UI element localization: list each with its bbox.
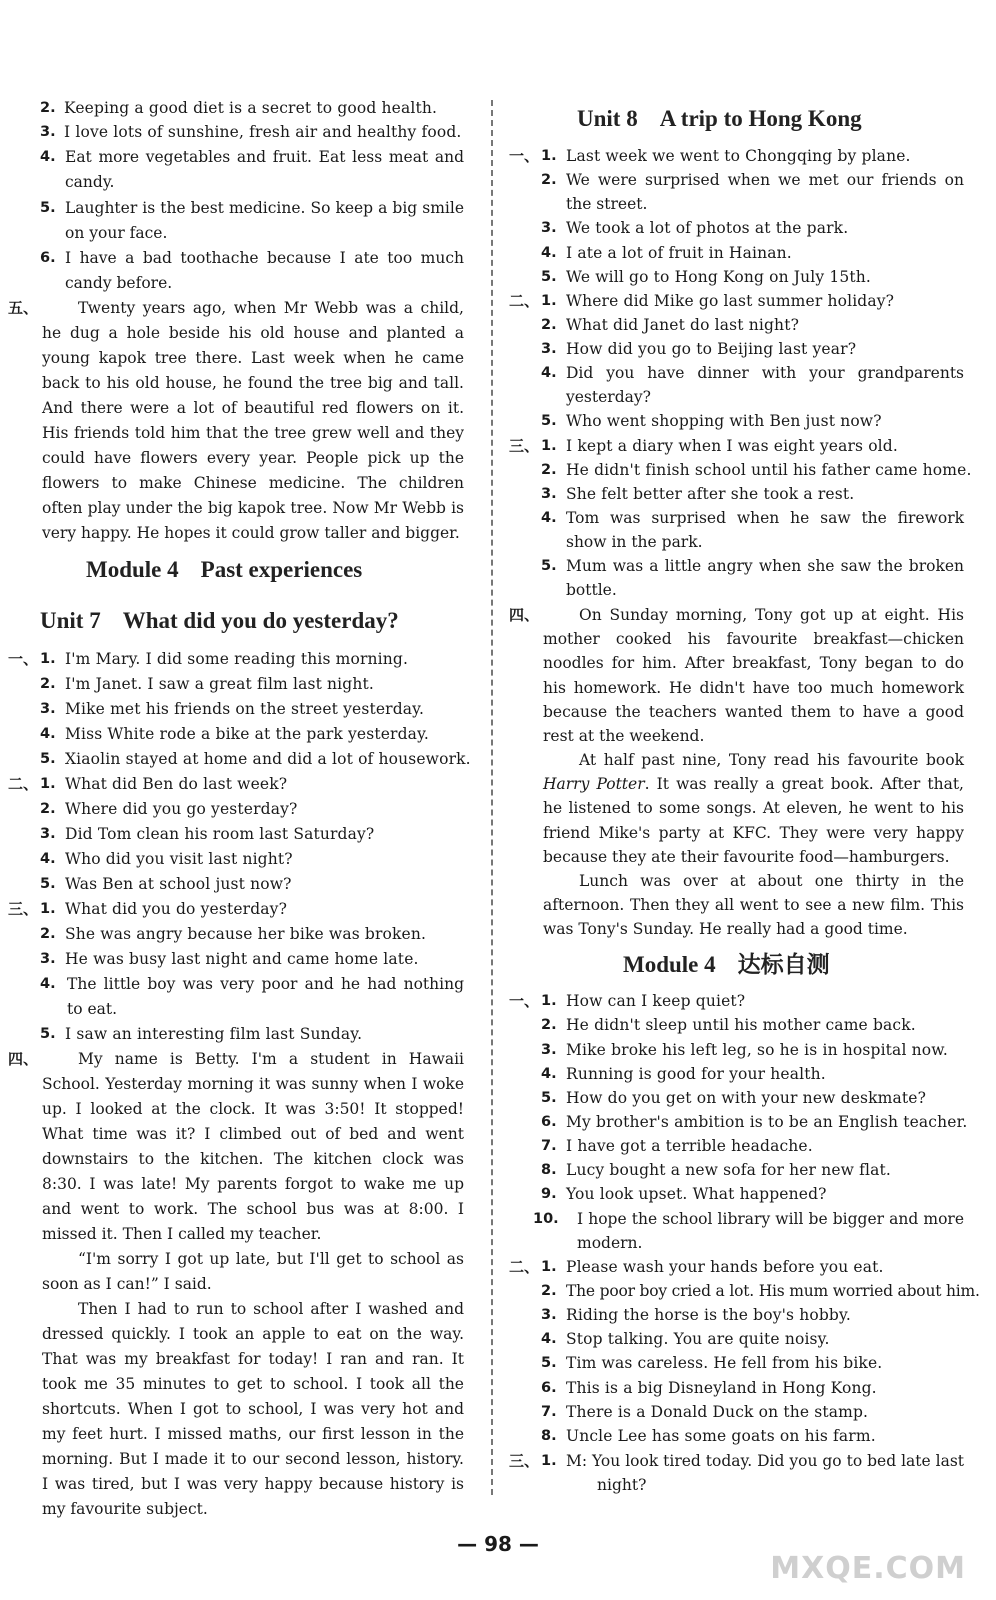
- item-number: 3.: [541, 220, 557, 236]
- answer-line: I'm Janet. I saw a great film last night.: [65, 675, 374, 693]
- answer-line: We will go to Hong Kong on July 15th.: [566, 268, 871, 286]
- answer-line: I have a bad toothache because I ate too much candy before.: [65, 249, 464, 292]
- item-number: 7.: [541, 1404, 557, 1420]
- item-number: 1.: [541, 293, 557, 309]
- answer-line: The little boy was very poor and he had nothing to eat.: [67, 975, 464, 1018]
- answer-line: Last week we went to Chongqing by plane.: [566, 147, 911, 165]
- item-number: 4.: [40, 726, 56, 742]
- item-number: 3.: [40, 701, 56, 717]
- answer-line: I kept a diary when I was eight years old.: [566, 437, 898, 455]
- answer-line: The poor boy cried a lot. His mum worried about him.: [566, 1282, 980, 1300]
- answer-line: Keeping a good diet is a secret to good health.: [64, 99, 438, 117]
- answer-line: M: You look tired today. Did you go to bed late last night?: [566, 1452, 964, 1494]
- book-title: Harry Potter: [543, 775, 645, 794]
- item-number: 5.: [40, 1026, 56, 1042]
- answer-line: We were surprised when we met our friends on the street.: [566, 171, 964, 213]
- answer-line: You look upset. What happened?: [566, 1185, 827, 1203]
- item-number: 7.: [541, 1138, 557, 1154]
- item-number: 4.: [541, 1066, 557, 1082]
- item-number: 4.: [40, 851, 56, 867]
- item-number: 2.: [40, 926, 56, 942]
- answer-line: I hope the school library will be bigger and more modern.: [577, 1210, 964, 1252]
- item-number: 4.: [541, 365, 557, 381]
- section-label: 三、: [509, 1452, 540, 1470]
- item-number: 1.: [541, 1259, 557, 1275]
- section-label: 二、: [8, 775, 39, 793]
- answer-line: Riding the horse is the boy's hobby.: [566, 1306, 851, 1324]
- item-number: 1.: [541, 1453, 557, 1469]
- item-number: 2.: [40, 100, 56, 116]
- answer-line: Where did you go yesterday?: [65, 800, 298, 818]
- passage-paragraph: On Sunday morning, Tony got up at eight. His mother cooked his favourite breakfast—chicken noodles for him. After breakfast, Tony began to do his homework. He didn't have too much homework because the teachers wanted them to have a good rest at the weekend.: [543, 606, 964, 746]
- item-number: 5.: [541, 1355, 557, 1371]
- item-number: 8.: [541, 1162, 557, 1178]
- passage-paragraph: Lunch was over at about one thirty in the afternoon. Then they all went to see a new film. This was Tony's Sunday. He really had a good time.: [543, 872, 964, 939]
- section-label: 四、: [8, 1050, 39, 1068]
- item-number: 2.: [541, 1283, 557, 1299]
- item-number: 5.: [541, 558, 557, 574]
- item-number: 1.: [541, 993, 557, 1009]
- item-number: 1.: [40, 776, 56, 792]
- watermark-logo: MXQE.COM: [770, 1551, 966, 1586]
- answer-line: This is a big Disneyland in Hong Kong.: [566, 1379, 877, 1397]
- item-number: 4.: [541, 245, 557, 261]
- answer-line: Did Tom clean his room last Saturday?: [65, 825, 375, 843]
- item-number: 4.: [541, 510, 557, 526]
- item-number: 4.: [40, 149, 56, 165]
- unit-heading: Unit 7 What did you do yesterday?: [40, 608, 399, 633]
- item-number: 2.: [541, 172, 557, 188]
- item-number: 3.: [541, 341, 557, 357]
- answer-line: Please wash your hands before you eat.: [566, 1258, 884, 1276]
- answer-line: Where did Mike go last summer holiday?: [566, 292, 895, 310]
- item-number: 3.: [541, 1307, 557, 1323]
- answer-line: Xiaolin stayed at home and did a lot of housework.: [65, 750, 471, 768]
- section-label: 一、: [509, 147, 540, 165]
- answer-line: How do you get on with your new deskmate?: [566, 1089, 927, 1107]
- answer-line: Stop talking. You are quite noisy.: [566, 1330, 830, 1348]
- module-test-heading: Module 4 达标自测: [623, 952, 830, 978]
- item-number: 5.: [541, 413, 557, 429]
- section-label: 二、: [509, 1258, 540, 1276]
- item-number: 2.: [40, 676, 56, 692]
- answer-line: How did you go to Beijing last year?: [566, 340, 857, 358]
- answer-line: I have got a terrible headache.: [566, 1137, 813, 1155]
- answer-line: I saw an interesting film last Sunday.: [65, 1025, 363, 1043]
- answer-line: He didn't finish school until his father came home.: [566, 461, 972, 479]
- answer-line: There is a Donald Duck on the stamp.: [566, 1403, 869, 1421]
- module-heading: Module 4 Past experiences: [86, 557, 363, 582]
- section-label: 三、: [509, 437, 540, 455]
- item-number: 6.: [40, 250, 56, 266]
- item-number: 5.: [40, 751, 56, 767]
- answer-line: Miss White rode a bike at the park yesterday.: [65, 725, 429, 743]
- passage-text: Twenty years ago, when Mr Webb was a child, he dug a hole beside his old house and planted a young kapok tree there. Last week when he came back to his old house, he found the tree big and tall. And there were a lot of beautiful red flowers on it. His friends told him that the tree grew well and they could have flowers every year. People pick up the flowers to make Chinese medicine. The children often play under the big kapok tree. Now Mr Webb is very happy. He hopes it could grow taller and bigger.: [42, 299, 464, 542]
- item-number: 5.: [40, 876, 56, 892]
- item-number: 9.: [541, 1186, 557, 1202]
- item-number: 4.: [40, 976, 56, 992]
- page-number: — 98 —: [457, 1532, 539, 1556]
- answer-line: Laughter is the best medicine. So keep a big smile on your face.: [65, 199, 464, 242]
- item-number: 10.: [533, 1211, 559, 1227]
- item-number: 3.: [541, 486, 557, 502]
- passage-paragraph: At half past nine, Tony read his favourite book Harry Potter. It was really a great book. After that, he listened to some songs. At eleven, he went to his friend Mike's party at KFC. They were very happy because they ate their favourite food—hamburgers.: [543, 751, 964, 866]
- item-number: 4.: [541, 1331, 557, 1347]
- answer-line: Mum was a little angry when she saw the broken bottle.: [566, 557, 964, 599]
- answer-line: Who went shopping with Ben just now?: [566, 412, 882, 430]
- answer-line: What did Janet do last night?: [566, 316, 800, 334]
- item-number: 5.: [40, 200, 56, 216]
- passage-paragraph: Then I had to run to school after I washed and dressed quickly. I took an apple to eat on the way. That was my breakfast for today! I ran and ran. It took me 35 minutes to get to school. I took all the shortcuts. When I got to school, I was very hot and my feet hurt. I missed maths, our first lesson in the morning. But I made it to our second lesson, history. I was tired, but I was very happy because history is my favourite subject.: [42, 1300, 464, 1518]
- answer-line: He didn't sleep until his mother came back.: [566, 1016, 916, 1034]
- answer-line: I love lots of sunshine, fresh air and healthy food.: [64, 123, 462, 141]
- item-number: 3.: [40, 826, 56, 842]
- item-number: 8.: [541, 1428, 557, 1444]
- item-number: 3.: [541, 1042, 557, 1058]
- column-divider: [491, 100, 493, 1495]
- answer-line: Uncle Lee has some goats on his farm.: [566, 1427, 876, 1445]
- passage-paragraph: My name is Betty. I'm a student in Hawaii School. Yesterday morning it was sunny when I woke up. I looked at the clock. It was 3:50! It stopped! What time was it? I climbed out of bed and went downstairs to the kitchen. The kitchen clock was 8:30. I was late! My parents forgot to wake me up and went to work. The school bus was at 8:00. I missed it. Then I called my teacher.: [42, 1050, 464, 1243]
- answer-line: What did you do yesterday?: [65, 900, 288, 918]
- section-label: 三、: [8, 900, 39, 918]
- answer-line: Mike broke his left leg, so he is in hospital now.: [566, 1041, 948, 1059]
- item-number: 3.: [40, 124, 56, 140]
- section-label: 一、: [8, 650, 39, 668]
- answer-line: Running is good for your health.: [566, 1065, 826, 1083]
- answer-line: He was busy last night and came home late.: [65, 950, 419, 968]
- item-number: 2.: [541, 317, 557, 333]
- item-number: 2.: [541, 1017, 557, 1033]
- item-number: 2.: [40, 801, 56, 817]
- answer-line: Eat more vegetables and fruit. Eat less meat and candy.: [65, 148, 464, 191]
- answer-line: Lucy bought a new sofa for her new flat.: [566, 1161, 891, 1179]
- passage-paragraph: “I'm sorry I got up late, but I'll get to school as soon as I can!” I said.: [42, 1250, 464, 1293]
- answer-line: She felt better after she took a rest.: [566, 485, 855, 503]
- answer-line: Tom was surprised when he saw the firework show in the park.: [566, 509, 964, 551]
- item-number: 5.: [541, 269, 557, 285]
- item-number: 3.: [40, 951, 56, 967]
- item-number: 6.: [541, 1114, 557, 1130]
- answer-line: Who did you visit last night?: [65, 850, 293, 868]
- item-number: 1.: [541, 148, 557, 164]
- section-label: 五、: [8, 299, 39, 317]
- answer-line: What did Ben do last week?: [65, 775, 288, 793]
- answer-line: She was angry because her bike was broken.: [65, 925, 427, 943]
- item-number: 1.: [40, 651, 56, 667]
- answer-line: Mike met his friends on the street yesterday.: [65, 700, 425, 718]
- section-label: 二、: [509, 292, 540, 310]
- answer-line: Was Ben at school just now?: [65, 875, 292, 893]
- answer-line: I ate a lot of fruit in Hainan.: [566, 244, 792, 262]
- answer-line: My brother's ambition is to be an English teacher.: [566, 1113, 968, 1131]
- section-label: 一、: [509, 992, 540, 1010]
- section-label: 四、: [509, 606, 540, 624]
- item-number: 1.: [541, 438, 557, 454]
- unit-heading: Unit 8 A trip to Hong Kong: [577, 106, 862, 131]
- item-number: 6.: [541, 1380, 557, 1396]
- item-number: 5.: [541, 1090, 557, 1106]
- item-number: 2.: [541, 462, 557, 478]
- answer-line: We took a lot of photos at the park.: [566, 219, 849, 237]
- item-number: 1.: [40, 901, 56, 917]
- answer-line: Did you have dinner with your grandparents yesterday?: [566, 364, 964, 406]
- answer-line: I'm Mary. I did some reading this morning.: [65, 650, 409, 668]
- answer-line: How can I keep quiet?: [566, 992, 746, 1010]
- answer-line: Tim was careless. He fell from his bike.: [566, 1354, 883, 1372]
